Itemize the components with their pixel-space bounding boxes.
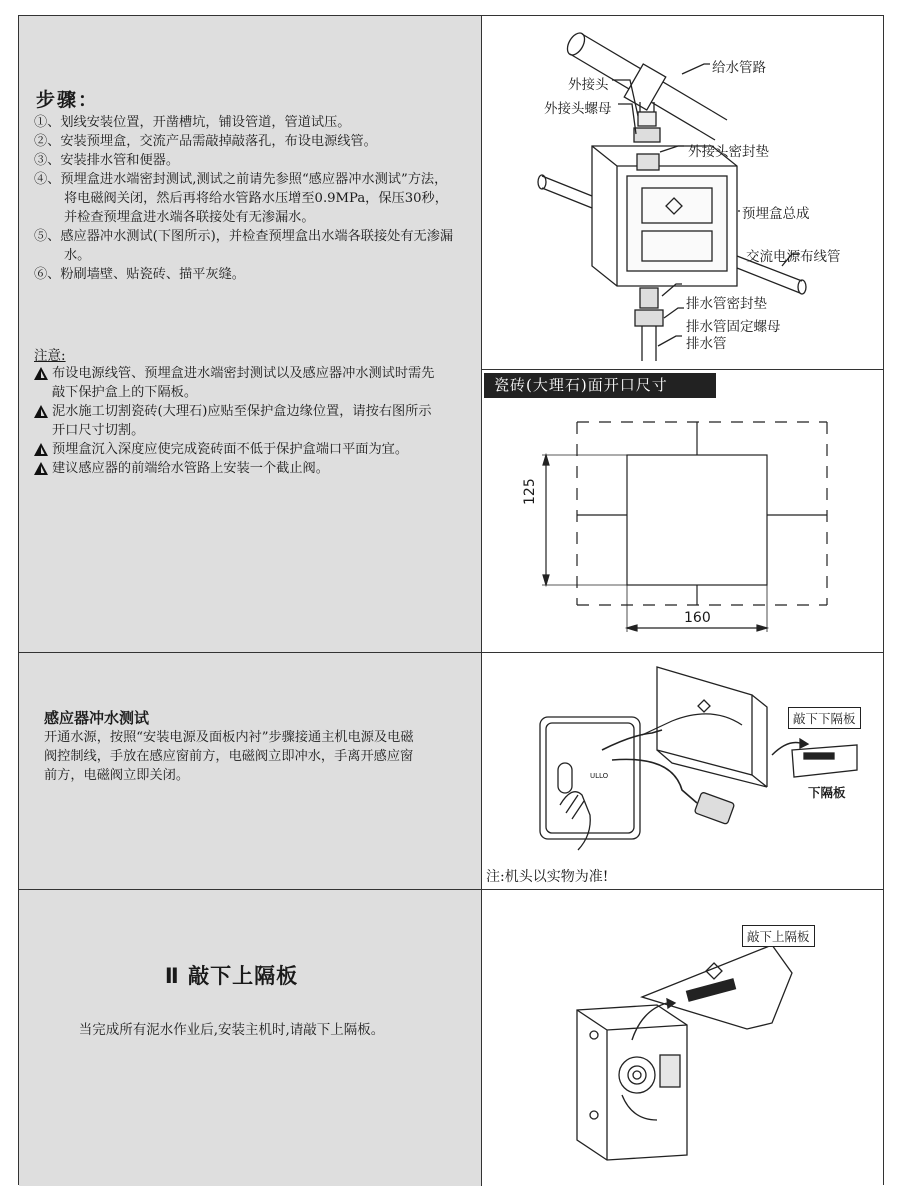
step-item: ⑥、粉刷墙壁、贴瓷砖、描平灰缝。 xyxy=(34,267,245,282)
step-item: ④、预埋盒进水端密封测试,测试之前请先参照“感应器冲水测试”方法，将电磁阀关闭，然后再将给水管路水压增至0.9MPa，保压30秒，并检查预埋盒进水端各联接处有无渗漏水。 xyxy=(34,172,448,225)
label-drain-nut: 排水管固定螺母 xyxy=(686,319,781,335)
step-item: ③、安装排水管和便器。 xyxy=(34,153,180,168)
callout-upper-panel: 敲下上隔板 xyxy=(742,925,815,947)
label-drain-pipe: 排水管 xyxy=(686,336,727,352)
upper-panel-title: Ⅱ 敲下上隔板 xyxy=(164,964,299,988)
notes-list xyxy=(34,364,444,478)
steps-list xyxy=(34,113,454,284)
warning-triangle-icon xyxy=(34,443,48,456)
note-item xyxy=(34,459,444,478)
step-item: ①、划线安装位置，开凿槽坑，铺设管道，管道试压。 xyxy=(34,115,351,130)
note-item xyxy=(34,364,444,402)
divider xyxy=(482,369,883,370)
footnote: 注:机头以实物为准! xyxy=(486,869,609,885)
tile-cut-dimension-drawing xyxy=(482,400,882,640)
notes-title: 注意: xyxy=(34,348,66,364)
warning-triangle-icon xyxy=(34,367,48,380)
note-text: 泥水施工切割瓷砖(大理石)应贴至保护盒边缘位置，请按右图所示开口尺寸切割。 xyxy=(52,404,432,438)
label-ac-conduit: 交流电源布线管 xyxy=(746,249,841,265)
note-item xyxy=(34,402,444,440)
warning-triangle-icon xyxy=(34,405,48,418)
warning-triangle-icon xyxy=(34,462,48,475)
step-item: ⑤、感应器冲水测试(下图所示)，并检查预埋盒出水端各联接处有无渗漏水。 xyxy=(34,229,454,263)
label-outer-joint-gasket: 外接头密封垫 xyxy=(688,144,769,160)
note-text: 建议感应器的前端给水管路上安装一个截止阀。 xyxy=(52,461,329,476)
installation-exploded-diagram xyxy=(482,16,882,371)
label-drain-gasket: 排水管密封垫 xyxy=(686,296,767,312)
note-item xyxy=(34,440,444,459)
note-text: 预埋盒沉入深度应使完成瓷砖面不低于保护盒端口平面为宜。 xyxy=(52,442,409,457)
dimension-width: 160 xyxy=(684,610,711,626)
tile-cut-title: 瓷砖(大理石)面开口尺寸 xyxy=(484,373,716,398)
dimension-height: 125 xyxy=(522,478,538,505)
label-box-assembly: 预埋盒总成 xyxy=(742,206,810,222)
step-item: ②、安装预埋盒，交流产品需敲掉敲落孔，布设电源线管。 xyxy=(34,134,377,149)
note-text: 布设电源线管、预埋盒进水端密封测试以及感应器冲水测试时需先敲下保护盒上的下隔板。 xyxy=(52,366,435,400)
panel-brand: ULLO xyxy=(590,772,609,780)
sensor-test-body: 开通水源，按照“安装电源及面板内衬”步骤接通主机电源及电磁阀控制线，手放在感应窗前方，电磁阀立即冲水，手离开感应窗前方，电磁阀立即关闭。 xyxy=(44,730,414,783)
label-lower-panel: 下隔板 xyxy=(808,785,846,800)
upper-panel-diagram xyxy=(482,925,882,1165)
upper-panel-body: 当完成所有泥水作业后,安装主机时,请敲下上隔板。 xyxy=(78,1022,385,1038)
callout-lower-panel: 敲下下隔板 xyxy=(788,707,861,729)
sensor-test-title: 感应器冲水测试 xyxy=(44,709,150,727)
label-water-pipe: 给水管路 xyxy=(712,60,766,76)
steps-title: 步骤： xyxy=(36,89,100,111)
sensor-test-diagram xyxy=(482,655,882,855)
upper-panel-text-panel xyxy=(19,890,482,1186)
label-outer-joint-nut: 外接头螺母 xyxy=(544,101,612,117)
label-outer-joint: 外接头 xyxy=(568,77,609,93)
